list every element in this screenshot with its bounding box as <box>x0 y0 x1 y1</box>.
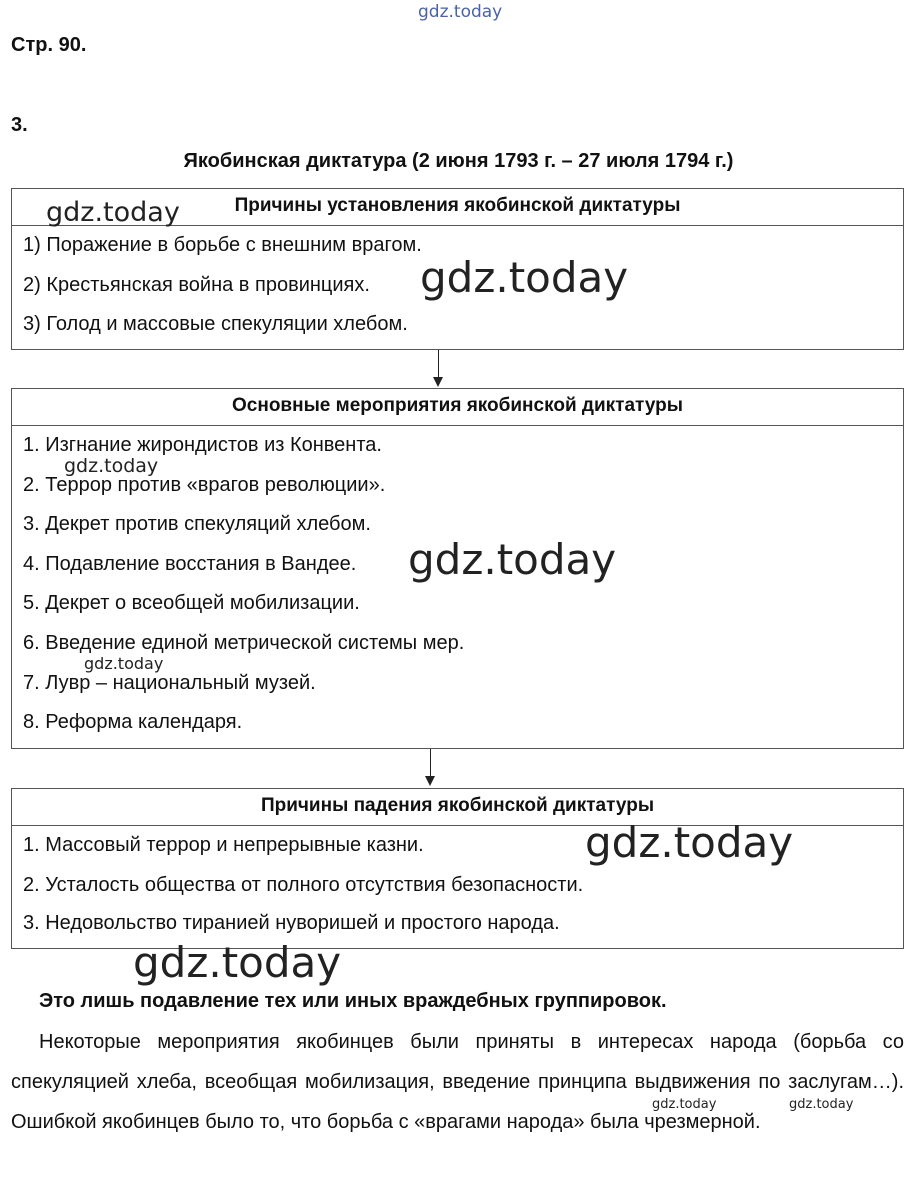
list-item: 2. Террор против «врагов революции». <box>23 474 386 496</box>
watermark-after-box3: gdz.today <box>133 938 342 987</box>
task-number: 3. <box>11 114 28 136</box>
page-reference: Стр. 90. <box>11 34 87 56</box>
list-item: 7. Лувр – национальный музей. <box>23 672 316 694</box>
watermark-para-a: gdz.today <box>652 1097 717 1112</box>
watermark-box3: gdz.today <box>585 818 794 867</box>
arrow-line <box>430 749 431 777</box>
list-item: 3. Декрет против спекуляций хлебом. <box>23 513 371 535</box>
watermark-box2-a: gdz.today <box>64 455 159 477</box>
box-causes-fall-heading: Причины падения якобинской диктатуры <box>12 789 903 826</box>
list-item: 1) Поражение в борьбе с внешним врагом. <box>23 234 422 256</box>
box-causes-fall <box>11 788 904 949</box>
watermark-box2-c: gdz.today <box>84 654 164 673</box>
list-item: 3. Недовольство тиранией нуворишей и простого народа. <box>23 912 560 934</box>
list-item: 5. Декрет о всеобщей мобилизации. <box>23 592 360 614</box>
arrow-down-icon <box>433 377 443 387</box>
arrow-line <box>438 350 439 378</box>
box-main-measures-heading: Основные мероприятия якобинской диктатуры <box>12 389 903 426</box>
list-item: 1. Изгнание жирондистов из Конвента. <box>23 434 382 456</box>
box-causes-establishment-heading: Причины установления якобинской диктатуры <box>12 189 903 226</box>
watermark-box1-head: gdz.today <box>46 197 180 228</box>
arrow-down-icon <box>425 776 435 786</box>
watermark-box2-b: gdz.today <box>408 535 617 584</box>
watermark-top: gdz.today <box>418 2 503 22</box>
page-title: Якобинская диктатура (2 июня 1793 г. – 27 июля 1794 г.) <box>183 150 734 172</box>
list-item: 6. Введение единой метрической системы мер. <box>23 632 465 654</box>
list-item: 2) Крестьянская война в провинциях. <box>23 274 370 296</box>
watermark-para-b: gdz.today <box>789 1097 854 1112</box>
list-item: 3) Голод и массовые спекуляции хлебом. <box>23 313 408 335</box>
list-item: 2. Усталость общества от полного отсутствия безопасности. <box>23 874 584 896</box>
list-item: 8. Реформа календаря. <box>23 711 243 733</box>
conclusion-paragraph: Некоторые мероприятия якобинцев были приняты в интересах народа (борьба со спекуляцией хлеба, всеобщая мобилизация, введение принципа выдвижения по заслугам…). Ошибкой якобинцев было то, что борьба с «врагами народа» была чрезмерной. <box>11 1031 904 1133</box>
list-item: 4. Подавление восстания в Вандее. <box>23 553 357 575</box>
watermark-box1-mid: gdz.today <box>420 253 629 302</box>
list-item: 1. Массовый террор и непрерывные казни. <box>23 834 424 856</box>
conclusion-bold: Это лишь подавление тех или иных враждебных группировок. <box>39 990 667 1012</box>
